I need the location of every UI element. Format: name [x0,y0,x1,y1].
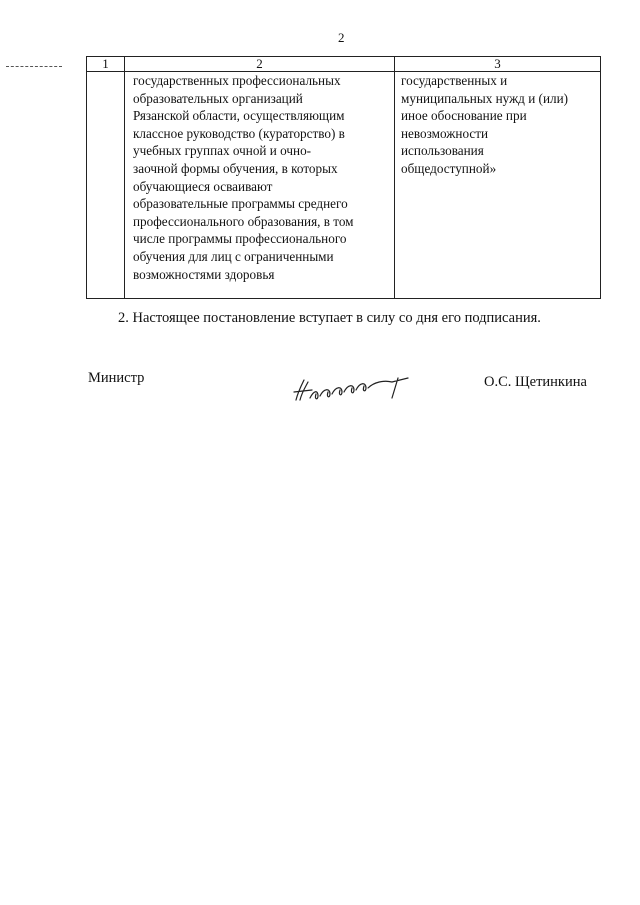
table-cell-col1 [87,72,125,299]
content-table [86,56,601,299]
table-cell-col2-text: государственных профессиональных образовательных организаций Рязанской области, осуществляющим классное руководство (кураторство) в учебных группах очной и очно- заочной формы обучения, в которых обучающиеся осваивают образовательные программы среднего профессионального образования, в том числе программы профессионального обучения для лиц с ограниченными возможностями здоровья [133,73,354,282]
margin-mark [6,66,62,67]
handwritten-signature [288,370,428,406]
signer-name: О.С. Щетинкина [484,374,587,390]
table-cell-col3 [395,72,601,299]
table-row [87,72,601,299]
signer-title: Министр [88,370,145,386]
table-cell-col2 [125,72,395,299]
clause-effective-date: 2. Настоящее постановление вступает в силу со дня его подписания. [118,310,541,326]
table-header-2: 2 [125,57,395,72]
table-header-row [87,57,601,72]
table-header-1: 1 [87,57,125,72]
table-cell-col3-text: государственных и муниципальных нужд и (или) иное обоснование при невозможности использования общедоступной» [401,73,569,176]
table-header-3: 3 [395,57,601,72]
page-number: 2 [338,30,345,45]
